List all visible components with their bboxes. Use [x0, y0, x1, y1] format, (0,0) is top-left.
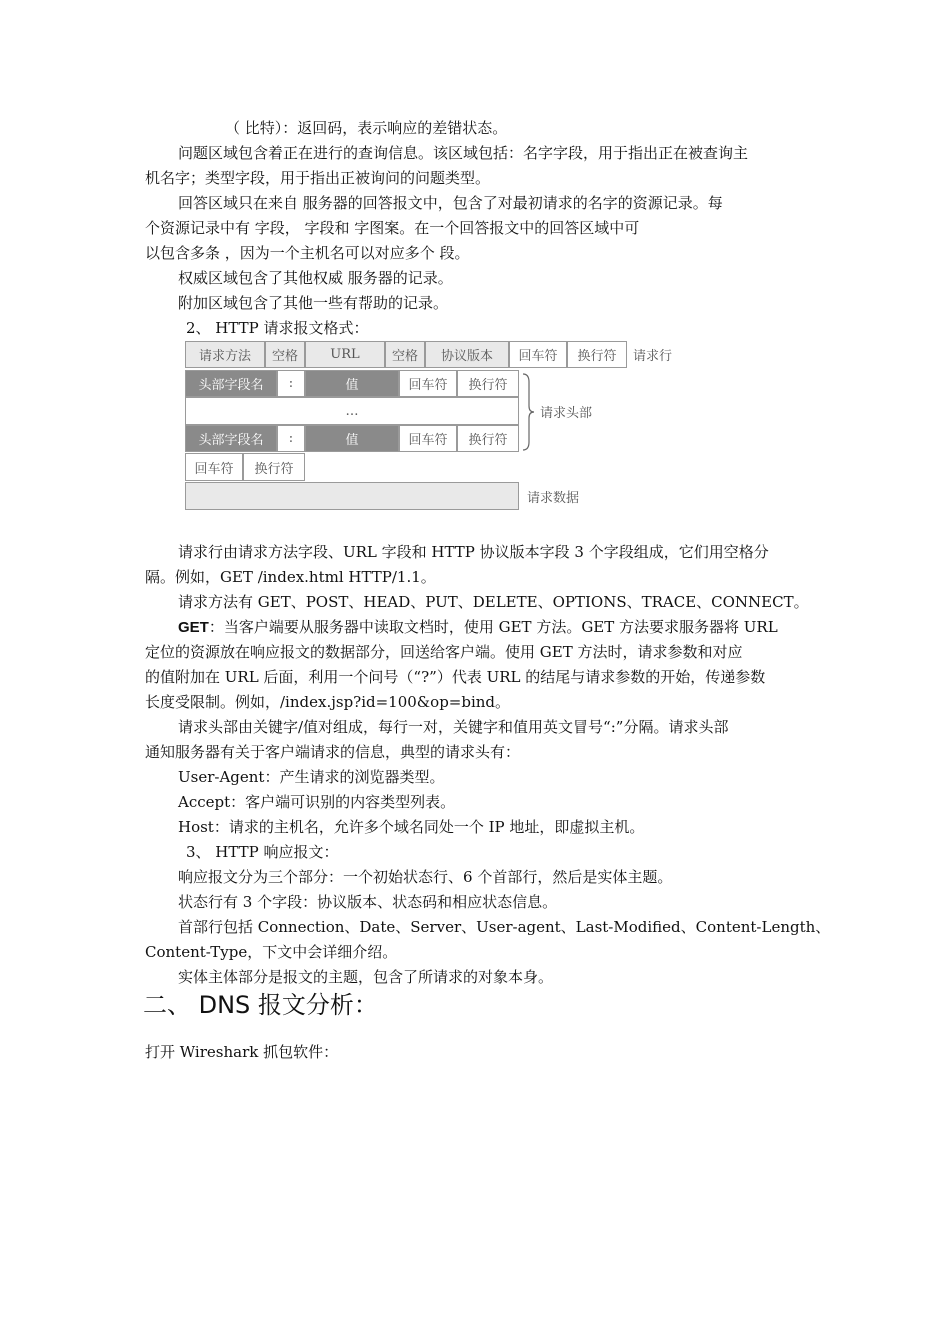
- cell-lf-2: 换行符: [457, 370, 519, 397]
- cell-value-2: 值: [305, 425, 399, 452]
- paragraph-status-line: 状态行有 3 个字段：协议版本、状态码和相应状态信息。: [178, 893, 558, 911]
- cell-space2: 空格: [385, 341, 425, 368]
- cell-ellipsis: …: [185, 397, 519, 425]
- paragraph-entity-body: 实体主体部分是报文的主题，包含了所请求的对象本身。: [178, 968, 554, 986]
- label-request-line: 请求行: [633, 349, 673, 364]
- paragraph-response-parts: 响应报文分为三个部分：一个初始状态行、6 个首部行，然后是实体主题。: [178, 868, 673, 886]
- paragraph-additional: 附加区域包含了其他一些有帮助的记录。: [178, 294, 449, 312]
- cell-request-body: [185, 482, 519, 510]
- cell-space1: 空格: [265, 341, 305, 368]
- cell-header-name-2: 头部字段名: [185, 425, 277, 452]
- header-brace-icon: [521, 372, 535, 452]
- paragraph-host: Host：请求的主机名，允许多个域名同处一个 IP 地址，即虚拟主机。: [178, 818, 645, 836]
- heading-http-request: 2、 HTTP 请求报文格式：: [186, 319, 369, 337]
- paragraph-question-cont: 机名字；类型字段，用于指出正被询问的问题类型。: [145, 169, 491, 187]
- paragraph-question: 问题区域包含着正在进行的查询信息。该区域包括：名字字段，用于指出正在被查询主: [178, 144, 749, 162]
- cell-value-1: 值: [305, 370, 399, 397]
- cell-lf-3: 换行符: [457, 425, 519, 452]
- cell-cr-4: 回车符: [185, 453, 243, 481]
- cell-cr-2: 回车符: [399, 370, 457, 397]
- paragraph-answer-cont2: 以包含多条 ，因为一个主机名可以对应多个 段。: [145, 244, 470, 262]
- heading-http-response: 3、 HTTP 响应报文：: [186, 843, 339, 861]
- cell-colon-1: :: [277, 370, 305, 397]
- paragraph-authority: 权威区域包含了其他权威 服务器的记录。: [178, 269, 453, 287]
- cell-lf-4: 换行符: [243, 453, 305, 481]
- cell-header-name-1: 头部字段名: [185, 370, 277, 397]
- paragraph-open-wireshark: 打开 Wireshark 抓包软件：: [145, 1043, 339, 1061]
- paragraph-methods: 请求方法有 GET、POST、HEAD、PUT、DELETE、OPTIONS、TRACE、CONNECT。: [178, 593, 809, 611]
- cell-version: 协议版本: [425, 341, 509, 368]
- paragraph-accept: Accept：客户端可识别的内容类型列表。: [178, 793, 456, 811]
- paragraph-request-line-cont: 隔。例如，GET /index.html HTTP/1.1。: [145, 568, 436, 586]
- paragraph-header-lines-cont: Content-Type，下文中会详细介绍。: [145, 943, 398, 961]
- paragraph-answer: 回答区域只在来自 服务器的回答报文中，包含了对最初请求的名字的资源记录。每: [178, 194, 723, 212]
- paragraph-request-line: 请求行由请求方法字段、URL 字段和 HTTP 协议版本字段 3 个字段组成，它们用空格分: [178, 543, 769, 561]
- cell-colon-2: :: [277, 425, 305, 452]
- label-request-data: 请求数据: [527, 491, 580, 506]
- cell-method: 请求方法: [185, 341, 265, 368]
- paragraph-get-cont1: 定位的资源放在响应报文的数据部分，回送给客户端。使用 GET 方法时，请求参数和对应: [145, 643, 743, 661]
- paragraph-user-agent: User-Agent：产生请求的浏览器类型。: [178, 768, 445, 786]
- get-term: GET: [178, 619, 209, 636]
- paragraph-rcode: （ 比特）：返回码，表示响应的差错状态。: [225, 119, 508, 137]
- cell-url: URL: [305, 341, 385, 368]
- paragraph-header-lines: 首部行包括 Connection、Date、Server、User-agent、Last-Modified、Content-Length、: [178, 918, 831, 936]
- paragraph-get-cont2: 的值附加在 URL 后面，利用一个问号（“?”）代表 URL 的结尾与请求参数的开始，传递参数: [145, 668, 766, 686]
- cell-lf-1: 换行符: [567, 341, 627, 368]
- paragraph-headers: 请求头部由关键字/值对组成，每行一对，关键字和值用英文冒号“:”分隔。请求头部: [178, 718, 729, 736]
- paragraph-get: [178, 617, 778, 638]
- section-heading-dns: 二、 DNS 报文分析：: [143, 991, 378, 1019]
- get-description: ：当客户端要从服务器中读取文档时，使用 GET 方法。GET 方法要求服务器将 URL: [208, 618, 778, 636]
- paragraph-headers-cont: 通知服务器有关于客户端请求的信息，典型的请求头有：: [145, 743, 521, 761]
- label-request-header: 请求头部: [540, 406, 593, 421]
- paragraph-get-cont3: 长度受限制。例如，/index.jsp?id=100&op=bind。: [145, 693, 511, 711]
- cell-cr-3: 回车符: [399, 425, 457, 452]
- cell-cr-1: 回车符: [509, 341, 567, 368]
- http-request-format-diagram: [185, 339, 682, 514]
- paragraph-answer-cont1: 个资源记录中有 字段， 字段和 字图案。在一个回答报文中的回答区域中可: [145, 219, 640, 237]
